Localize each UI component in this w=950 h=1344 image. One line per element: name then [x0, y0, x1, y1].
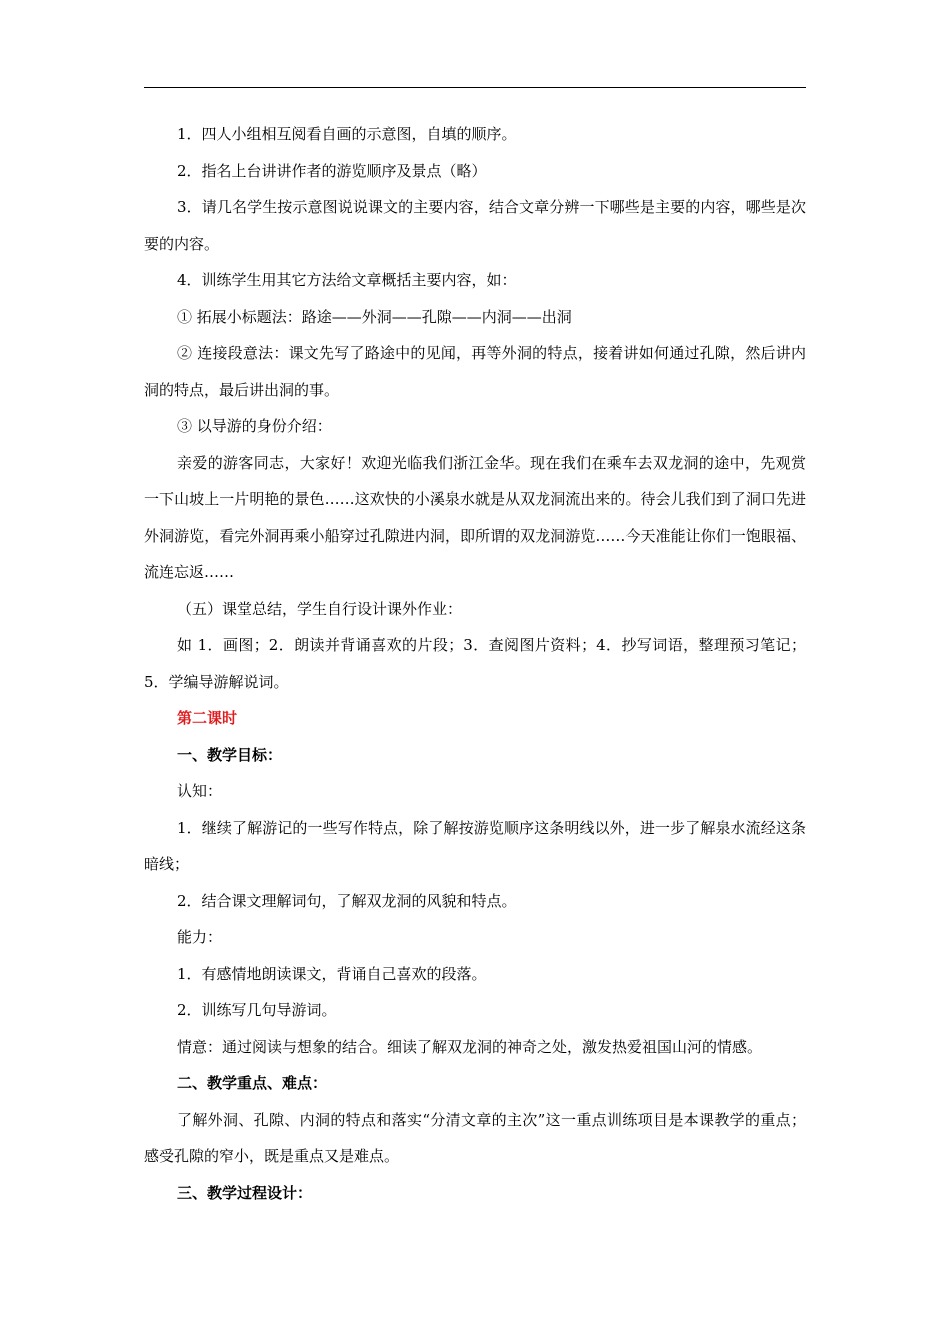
paragraph-method-3: ③ 以导游的身份介绍：: [177, 417, 332, 435]
paragraph-summary: （五）课堂总结，学生自行设计课外作业：: [177, 599, 463, 618]
paragraph-cognition-1: 1．继续了解游记的一些写作特点，除了解按游览顺序这条明线以外，进一步了解泉水流经这条暗线；: [144, 818, 806, 873]
paragraph-cognition-2: 2．结合课文理解词句，了解双龙洞的风貌和特点。: [177, 891, 517, 910]
paragraph-homework: 如 1．画图；2．朗读并背诵喜欢的片段；3．查阅图片资料；4．抄写词语，整理预习笔记；5．学编导游解说词。: [144, 636, 806, 691]
subheading-cognition: 认知：: [177, 782, 223, 800]
heading-key-points: 二、教学重点、难点：: [177, 1074, 328, 1092]
paragraph-method-1: ① 拓展小标题法：路途——外洞——孔隙——内洞——出洞: [177, 307, 572, 326]
paragraph-method-2: ② 连接段意法：课文先写了路途中的见闻，再等外洞的特点，接着讲如何通过孔隙，然后讲内洞的特点，最后讲出洞的事。: [144, 344, 806, 399]
heading-teaching-goals: 一、教学目标：: [177, 745, 283, 764]
paragraph-emotion: 情意：通过阅读与想象的结合。细读了解双龙洞的神奇之处，激发热爱祖国山河的情感。: [177, 1037, 763, 1056]
paragraph-step-1: 1．四人小组相互阅看自画的示意图，自填的顺序。: [177, 125, 517, 143]
header-rule: [144, 87, 806, 88]
paragraph-guide-speech: 亲爱的游客同志，大家好！欢迎光临我们浙江金华。现在我们在乘车去双龙洞的途中，先观赏一下山坡上一片明艳的景色……这欢快的小溪泉水就是从双龙洞流出来的。待会儿我们到了洞口先进外洞游览，看完外洞再乘小船穿过孔隙进内洞，即所谓的双龙洞游览……今天准能让你们一饱眼福、流连忘返……: [144, 453, 806, 581]
heading-process-design: 三、教学过程设计：: [177, 1183, 313, 1202]
section-title-second-lesson: 第二课时: [177, 709, 238, 727]
subheading-ability: 能力：: [177, 928, 223, 946]
paragraph-step-4: 4．训练学生用其它方法给文章概括主要内容，如：: [177, 271, 517, 289]
paragraph-step-2: 2．指名上台讲讲作者的游览顺序及景点（略）: [177, 161, 487, 180]
document-body: [144, 116, 806, 1211]
paragraph-key-points: 了解外洞、孔隙、内洞的特点和落实“分清文章的主次”这一重点训练项目是本课教学的重点；感受孔隙的窄小，既是重点又是难点。: [144, 1110, 806, 1165]
paragraph-ability-1: 1．有感情地朗读课文，背诵自己喜欢的段落。: [177, 964, 487, 983]
paragraph-step-3: 3．请几名学生按示意图说说课文的主要内容，结合文章分辨一下哪些是主要的内容，哪些是次要的内容。: [144, 198, 806, 253]
paragraph-ability-2: 2．训练写几句导游词。: [177, 1001, 337, 1019]
